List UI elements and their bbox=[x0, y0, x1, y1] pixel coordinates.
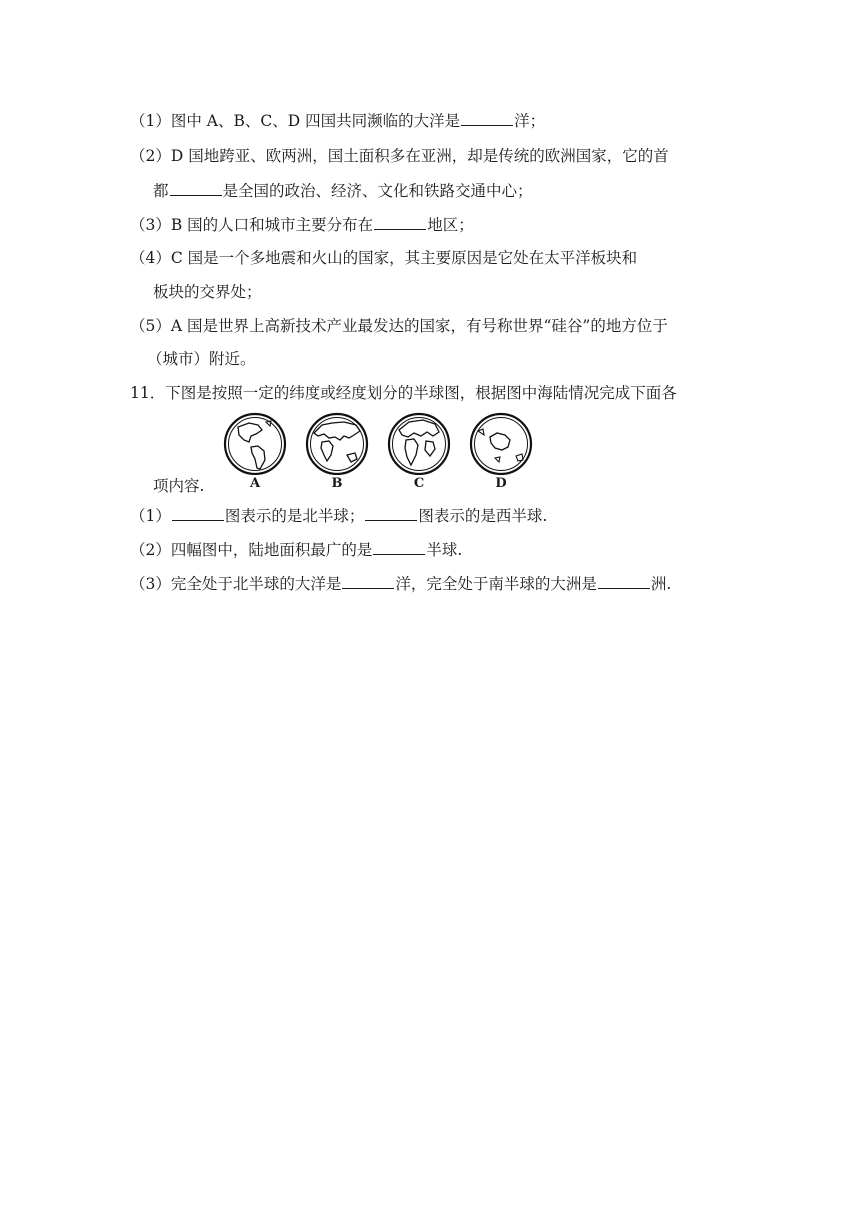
answer-blank[interactable] bbox=[373, 539, 425, 555]
q10-part1 bbox=[130, 110, 545, 131]
q11-part3-middle: 洋，完全处于南半球的大洲是 bbox=[395, 575, 597, 593]
q11-part3 bbox=[130, 573, 671, 594]
q10-part3-text: （3）B 国的人口和城市主要分布在 bbox=[130, 216, 374, 234]
q11-part2-suffix: 半球. bbox=[426, 541, 463, 559]
q10-part1-text: （1）图中 A、B、C、D 四国共同濒临的大洋是 bbox=[130, 112, 461, 130]
globe-label-c: C bbox=[413, 476, 425, 491]
q10-part2-suffix: 是全国的政治、经济、文化和铁路交通中心； bbox=[222, 182, 533, 200]
answer-blank[interactable] bbox=[598, 573, 650, 589]
q10-part2-line2 bbox=[153, 180, 533, 201]
q10-part5-line1: （5）A 国是世界上高新技术产业最发达的国家，有号称世界“硅谷”的地方位于 bbox=[130, 317, 668, 335]
answer-blank[interactable] bbox=[365, 505, 417, 521]
globe-c bbox=[382, 411, 456, 497]
globe-a bbox=[218, 411, 292, 497]
globe-label-a: A bbox=[249, 476, 261, 491]
globe-label-b: B bbox=[331, 476, 343, 491]
answer-blank[interactable] bbox=[374, 214, 426, 230]
q10-part5-line2: （城市）附近。 bbox=[147, 350, 256, 368]
answer-blank[interactable] bbox=[172, 505, 224, 521]
globe-label-d: D bbox=[495, 476, 507, 491]
globe-c-icon bbox=[382, 411, 456, 475]
q10-part2-prefix: 都 bbox=[153, 182, 169, 200]
q11-part2 bbox=[130, 539, 462, 560]
answer-blank[interactable] bbox=[170, 180, 222, 196]
q11-part1-text-a: 图表示的是北半球； bbox=[224, 507, 365, 525]
q10-part2-line1: （2）D 国地跨亚、欧两洲，国土面积多在亚洲，却是传统的欧洲国家，它的首 bbox=[130, 147, 669, 165]
globe-a-icon bbox=[218, 411, 292, 475]
globe-d-icon bbox=[464, 411, 538, 475]
globe-d bbox=[464, 411, 538, 497]
q11-part1-number: （1） bbox=[130, 507, 171, 525]
answer-blank[interactable] bbox=[461, 110, 513, 126]
globe-b-icon bbox=[300, 411, 374, 475]
q10-part4-line2: 板块的交界处； bbox=[153, 283, 262, 301]
q10-part4-line1: （4）C 国是一个多地震和火山的国家，其主要原因是它处在太平洋板块和 bbox=[130, 249, 638, 267]
answer-blank[interactable] bbox=[342, 573, 394, 589]
hemisphere-figure bbox=[218, 411, 528, 497]
q11-stem-continued: 项内容. bbox=[153, 477, 205, 495]
q11-stem: 11．下图是按照一定的纬度或经度划分的半球图，根据图中海陆情况完成下面各 bbox=[130, 384, 677, 402]
q11-part1-text-b: 图表示的是西半球. bbox=[418, 507, 548, 525]
globe-b bbox=[300, 411, 374, 497]
q10-part1-suffix: 洋； bbox=[514, 112, 546, 130]
q11-part3-suffix: 洲. bbox=[650, 575, 672, 593]
q10-part3 bbox=[130, 214, 474, 235]
q11-part1 bbox=[130, 505, 547, 526]
q10-part3-suffix: 地区； bbox=[427, 216, 474, 234]
q11-part2-text: （2）四幅图中，陆地面积最广的是 bbox=[130, 541, 373, 559]
q11-part3-text: （3）完全处于北半球的大洋是 bbox=[130, 575, 342, 593]
